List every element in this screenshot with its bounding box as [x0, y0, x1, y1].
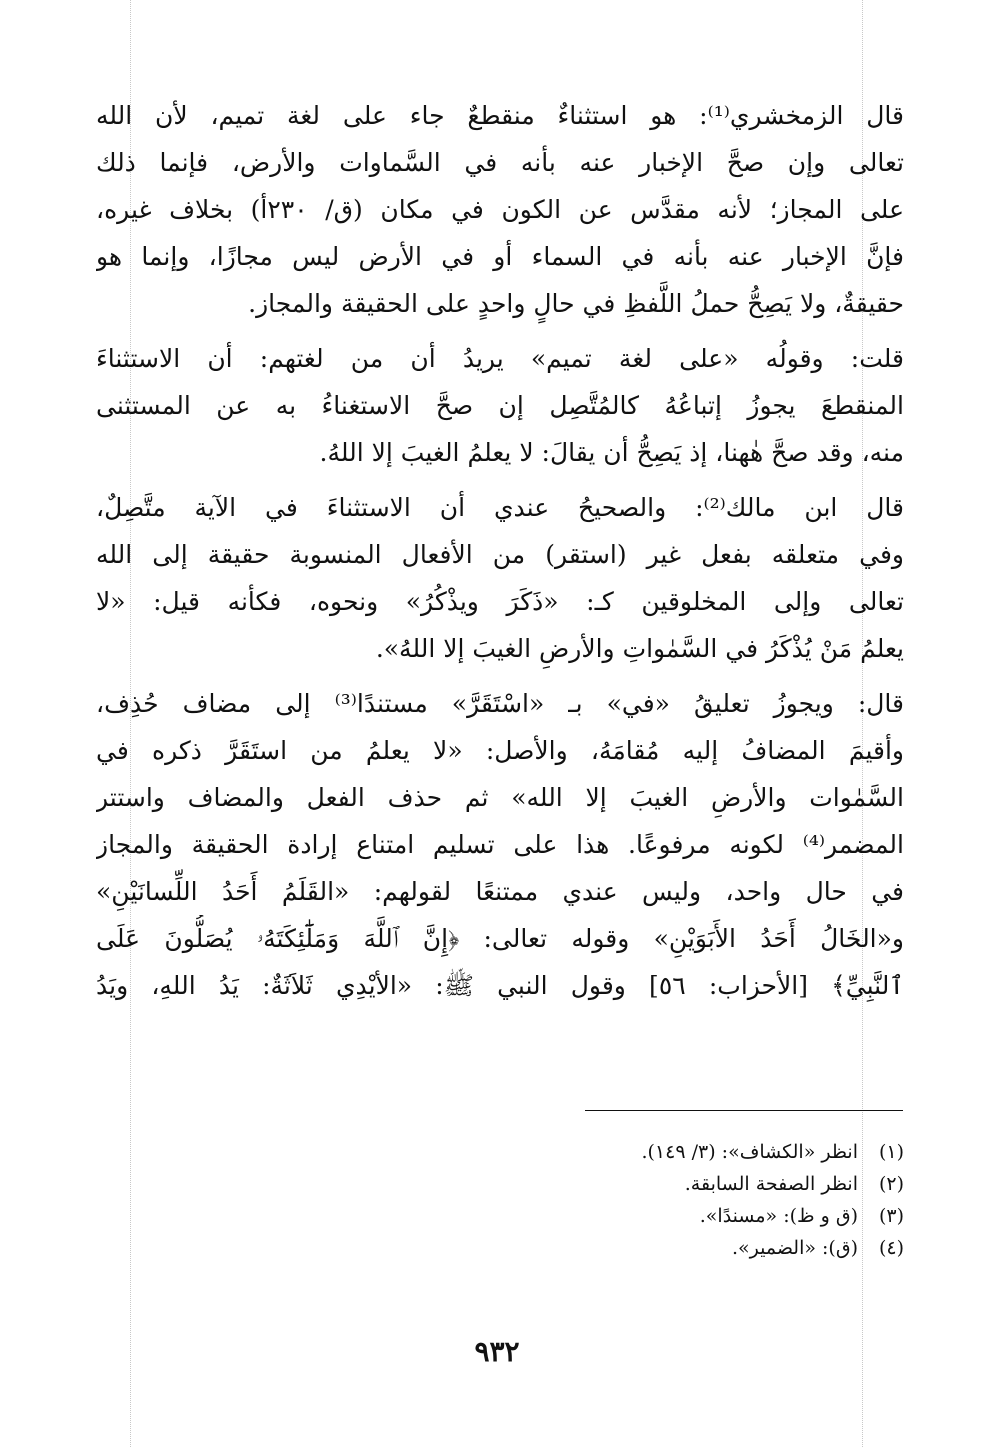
paragraph-gap [96, 672, 904, 680]
text-line: حقيقةٌ، ولا يَصِحُّ حملُ اللَّفظِ في حالٍ واحدٍ على الحقيقة والمجاز. [248, 289, 904, 318]
main-text [96, 92, 904, 1009]
text-line: على المجاز؛ لأنه مقدَّس عن الكون في مكان (ق/ ٢٣٠أ) بخلاف غيره، [96, 195, 904, 224]
text-line: ٱلنَّبِيِّ﴾ [الأحزاب: ٥٦] وقول النبي ﷺ: «الأيْدِي ثَلاَثَةٌ: يَدُ اللهِ، ويَدُ [96, 971, 904, 1000]
footnote-text: انظر «الكشاف»: (٣/ ١٤٩). [641, 1141, 858, 1163]
footnote-item [500, 1232, 904, 1264]
text-line: قال ابن مالك⁽²⁾: والصحيحُ عندي أن الاستثناءَ في الآية متَّصِلٌ، [96, 493, 904, 522]
text-line: المضمر⁽⁴⁾ لكونه مرفوعًا. هذا على تسليم امتناع إرادة الحقيقة والمجاز [96, 830, 904, 859]
text-line: و«الخَالُ أَحَدُ الأَبَوَيْنِ» وقوله تعالى: ﴿إِنَّ ٱللَّهَ وَمَلَٰٓئِكَتَهُۥ يُصَلُّونَ عَلَى [96, 924, 904, 953]
text-line: يعلمُ مَنْ يُذْكَرُ في السَّمٰواتِ والأرضِ الغيبَ إلا اللهُ». [375, 634, 904, 663]
text-line: المنقطعَ يجوزُ إتباعُهُ كالمُتَّصِل إن صحَّ الاستغناءُ به عن المستثنى [96, 391, 904, 420]
text-line: منه، وقد صحَّ هٰهنا، إذ يَصِحُّ أن يقالَ: لا يعلمُ الغيبَ إلا اللهُ. [319, 438, 904, 467]
text-line: قال: ويجوزُ تعليقُ «في» بـ «اسْتَقَرَّ» مستندًا⁽³⁾ إلى مضاف حُذِف، [96, 689, 904, 718]
text-line: في حال واحد، وليس عندي ممتنعًا لقولهم: «القَلَمُ أَحَدُ اللِّسانَيْنِ» [96, 877, 904, 906]
text-line: قلت: وقولُه «على لغة تميم» يريدُ أن من لغتهم: أن الاستثناءَ [96, 344, 904, 373]
footnote-separator [585, 1110, 903, 1111]
footnotes [500, 1136, 904, 1264]
paragraph-gap [96, 476, 904, 484]
footnote-text: انظر الصفحة السابقة. [684, 1173, 858, 1195]
paragraph-ibn-malik [96, 484, 904, 672]
footnote-item [500, 1168, 904, 1200]
paragraph-zamakhshari [96, 92, 904, 327]
text-line: تعالى وإلى المخلوقين كـ: «ذَكَرَ ويذْكُرُ» ونحوه، فكأنه قيل: «لا [96, 587, 904, 616]
paragraph-qultu [96, 335, 904, 476]
text-line: فإنَّ الإخبار عنه بأنه في السماء أو في الأرض ليس مجازًا، وإنما هو [96, 242, 904, 271]
footnote-item [500, 1136, 904, 1168]
text-line: وأقيمَ المضافُ إليه مُقامَهُ، والأصل: «لا يعلمُ من استَقَرَّ ذكره في [96, 736, 904, 765]
text-line: تعالى وإن صحَّ الإخبار عنه بأنه في السَّماوات والأرض، فإنما ذلك [96, 148, 904, 177]
footnote-text: (ق و ظ): «مسندًا». [699, 1205, 858, 1227]
text-line: السَّمٰوات والأرضِ الغيبَ إلا الله» ثم حذف الفعل والمضاف واستتر [96, 783, 904, 812]
footnote-number: (٣) [878, 1205, 904, 1227]
footnote-item [500, 1200, 904, 1232]
footnote-text: (ق): «الضمير». [731, 1237, 858, 1259]
text-line: وفي متعلقه بفعل غير (استقر) من الأفعال المنسوبة حقيقة إلى الله [96, 540, 904, 569]
footnote-number: (١) [878, 1141, 904, 1163]
paragraph-qala [96, 680, 904, 1009]
footnote-number: (٤) [878, 1237, 904, 1259]
paragraph-gap [96, 327, 904, 335]
footnote-number: (٢) [878, 1173, 904, 1195]
text-line: قال الزمخشري⁽¹⁾: هو استثناءٌ منقطعٌ جاء على لغة تميم، لأن الله [96, 101, 904, 130]
page-number: ٩٣٢ [474, 1335, 520, 1368]
